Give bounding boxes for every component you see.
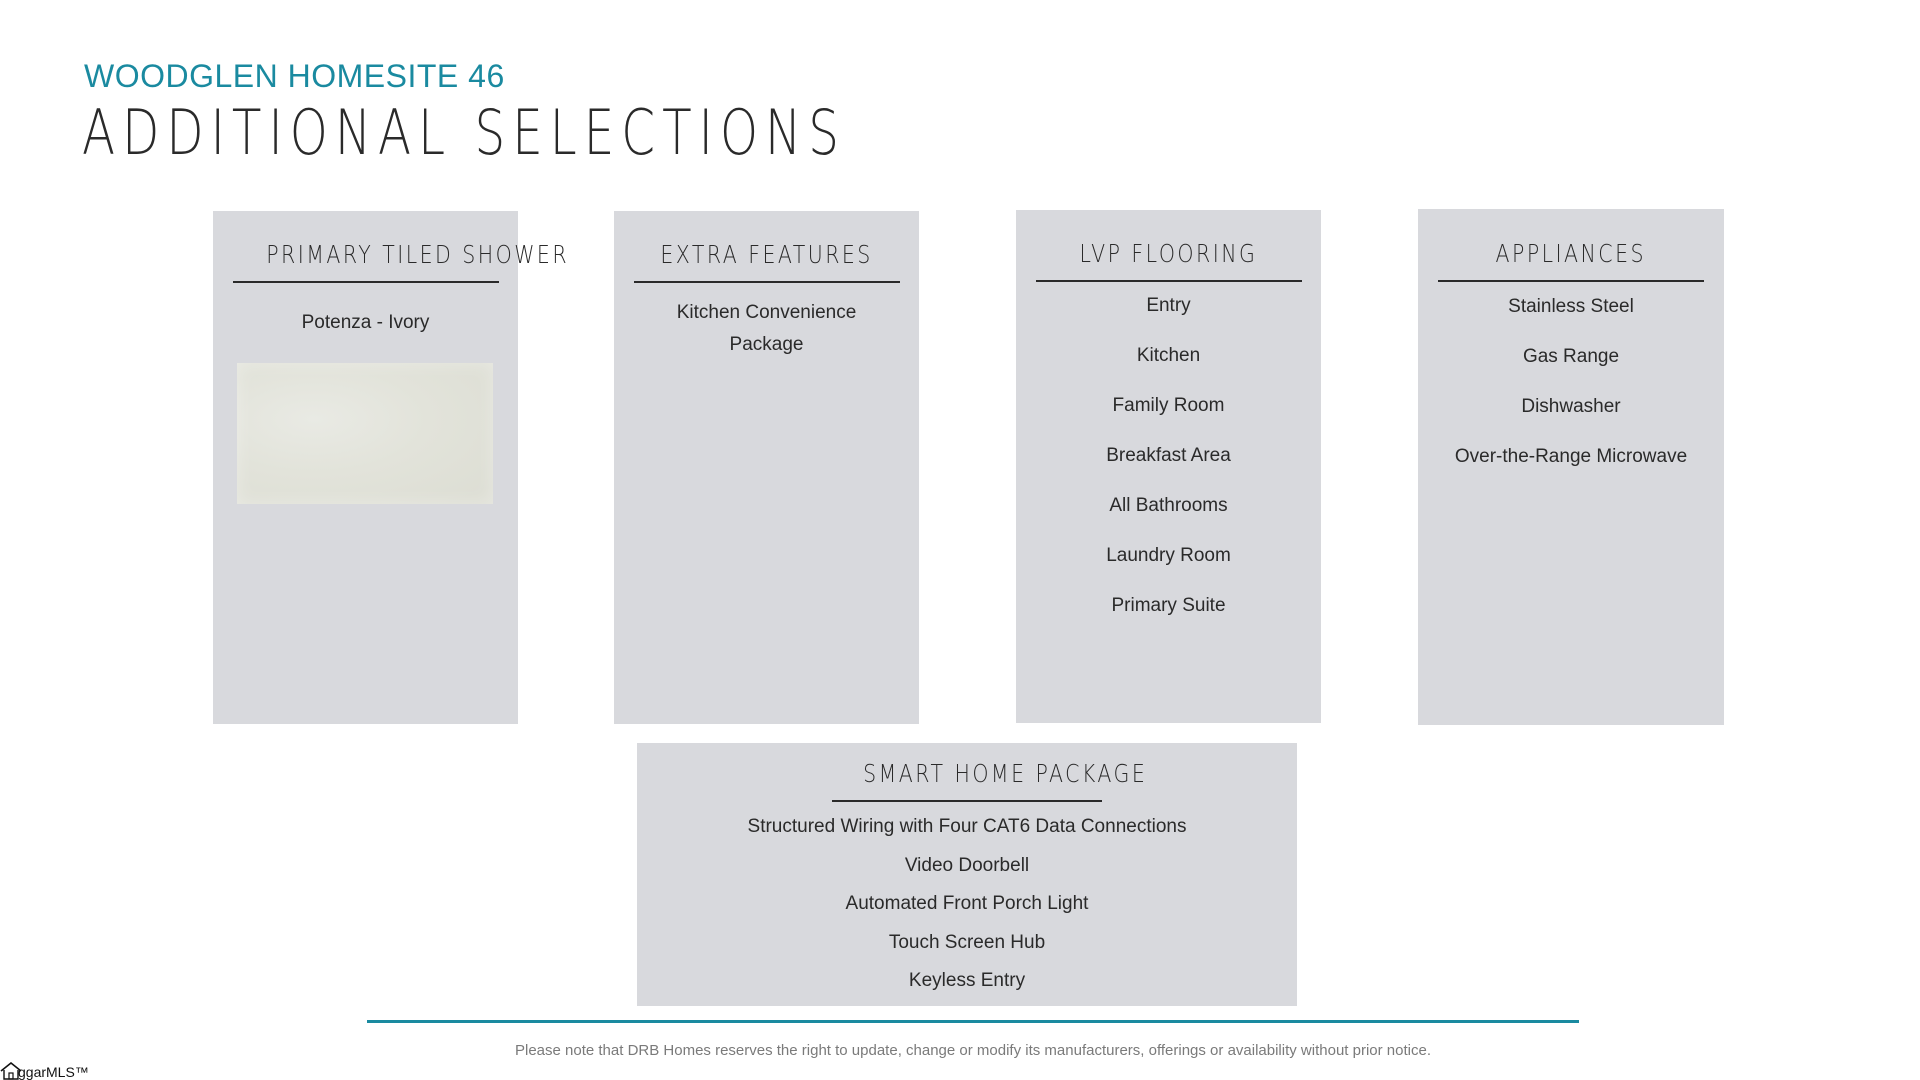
footer-divider (367, 1020, 1579, 1023)
appliance-item: Dishwasher (1521, 396, 1621, 417)
primary-tiled-shower-card (213, 211, 569, 724)
tile-selection-label: Potenza - Ivory (301, 312, 430, 333)
flooring-list (1016, 293, 1321, 643)
card-heading (634, 239, 900, 283)
flooring-item: Entry (1146, 295, 1191, 316)
logo-text: ggarMLS™ (18, 1064, 89, 1080)
flooring-item: Kitchen (1136, 345, 1201, 366)
smart-home-package-card (637, 743, 1297, 1006)
smart-home-item: Touch Screen Hub (888, 931, 1046, 953)
appliances-card (1418, 209, 1724, 725)
feature-item: Kitchen Convenience Package (676, 302, 857, 355)
smart-home-list (637, 814, 1297, 1007)
flooring-item: All Bathrooms (1109, 495, 1228, 516)
smart-home-item: Video Doorbell (904, 854, 1030, 876)
appliance-item: Gas Range (1522, 346, 1620, 367)
card-heading-label: LVP FLOORING (1079, 239, 1258, 268)
card-heading (1036, 238, 1302, 282)
card-heading (233, 239, 569, 283)
homesite-subtitle: WOODGLEN HOMESITE 46 (84, 58, 505, 94)
mls-logo (0, 1062, 89, 1080)
flooring-item: Laundry Room (1106, 545, 1231, 566)
disclaimer-text: Please note that DRB Homes reserves the right to update, change or modify its manufacturers, offerings or availability without prior notice. (514, 1042, 1431, 1059)
card-heading-label: APPLIANCES (1495, 239, 1647, 268)
page-title: ADDITIONAL SELECTIONS (82, 96, 846, 169)
extra-features-card (614, 211, 919, 724)
card-heading (1438, 238, 1704, 282)
card-heading-label: EXTRA FEATURES (660, 240, 873, 269)
card-heading-label: PRIMARY TILED SHOWER (265, 240, 569, 269)
flooring-item: Primary Suite (1111, 595, 1226, 616)
tile-swatch-image (237, 363, 493, 504)
card-heading (832, 758, 1148, 802)
smart-home-item: Automated Front Porch Light (845, 893, 1089, 914)
appliance-item: Over-the-Range Microwave (1454, 446, 1688, 467)
appliance-list (1418, 294, 1724, 494)
flooring-item: Breakfast Area (1106, 445, 1231, 466)
lvp-flooring-card (1016, 210, 1321, 723)
smart-home-item: Keyless Entry (908, 970, 1026, 991)
card-heading-label: SMART HOME PACKAGE (863, 759, 1148, 788)
appliance-item: Stainless Steel (1508, 296, 1634, 317)
flooring-item: Family Room (1112, 395, 1225, 416)
smart-home-item: Structured Wiring with Four CAT6 Data Connections (747, 816, 1187, 837)
